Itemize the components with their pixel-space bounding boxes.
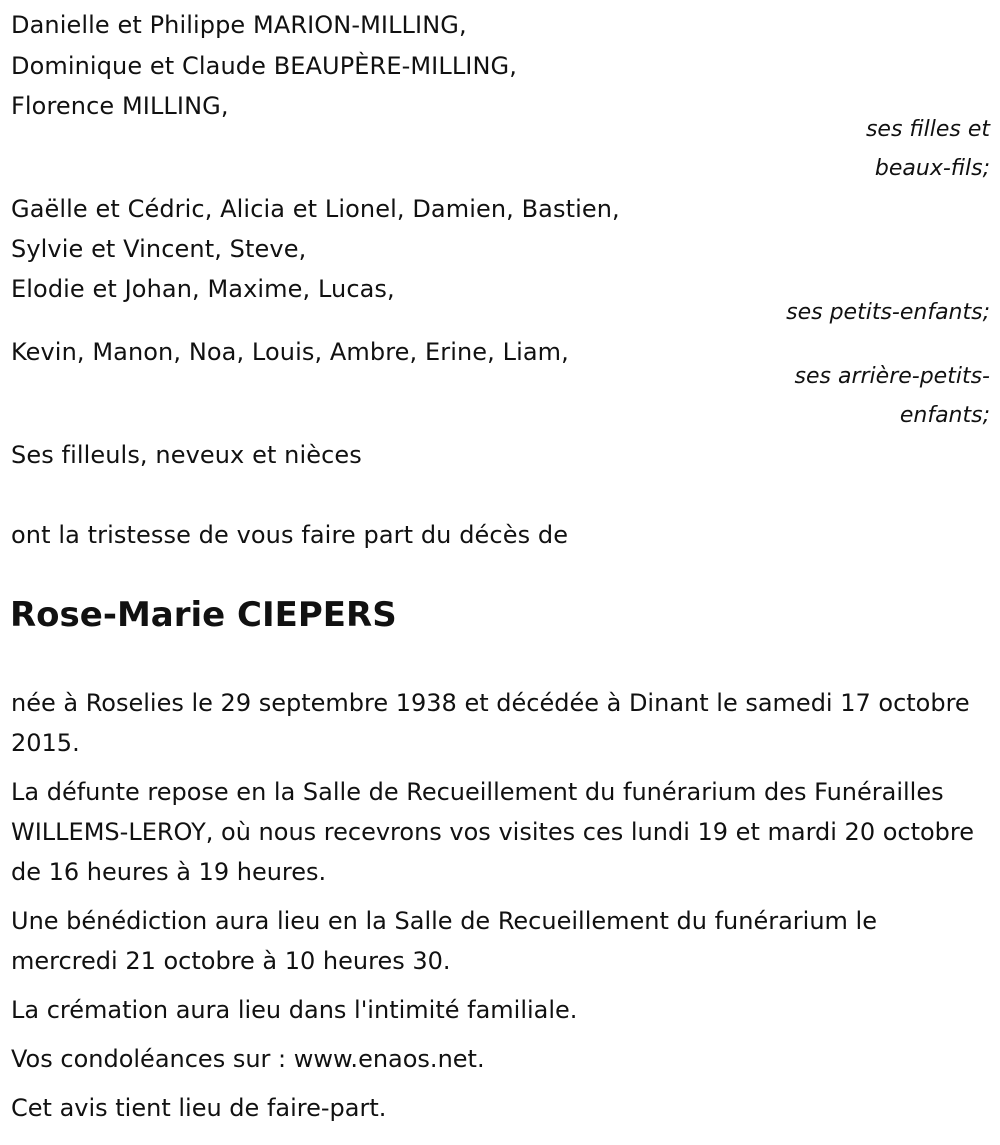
detail-cremation: La crémation aura lieu dans l'intimité familiale.: [11, 996, 578, 1024]
announcement-text: ont la tristesse de vous faire part du décès de: [11, 521, 569, 549]
family-line-others: Ses filleuls, neveux et nièces: [11, 441, 362, 469]
relation-grandchildren: ses petits-enfants;: [786, 300, 990, 325]
family-line-grandchildren-1: Gaëlle et Cédric, Alicia et Lionel, Damien, Bastien,: [11, 195, 620, 223]
detail-condolences: Vos condoléances sur : www.enaos.net.: [11, 1045, 485, 1073]
deceased-name: Rose-Marie CIEPERS: [10, 595, 397, 635]
family-line-daughter-2: Dominique et Claude BEAUPÈRE-MILLING,: [11, 52, 517, 80]
family-line-great-grandchildren: Kevin, Manon, Noa, Louis, Ambre, Erine, Liam,: [11, 338, 569, 366]
family-line-grandchildren-3: Elodie et Johan, Maxime, Lucas,: [11, 275, 395, 303]
relation-great-grandchildren-line-2: enfants;: [899, 403, 990, 428]
relation-daughters-line-1: ses filles et: [865, 117, 990, 142]
detail-notice: Cet avis tient lieu de faire-part.: [11, 1094, 387, 1122]
relation-daughters-line-2: beaux-fils;: [874, 156, 990, 181]
relation-great-grandchildren-line-1: ses arrière-petits-: [794, 364, 990, 389]
family-line-daughter-1: Danielle et Philippe MARION-MILLING,: [11, 11, 467, 39]
detail-birth-death: née à Roselies le 29 septembre 1938 et décédée à Dinant le samedi 17 octobre 2015.: [11, 689, 970, 757]
detail-funerarium: La défunte repose en la Salle de Recueillement du funérarium des Funérailles WILLEMS-LEROY, où nous recevrons vos visites ces lundi 19 et mardi 20 octobre de 16 heures à 19 heures.: [11, 778, 975, 886]
detail-blessing: Une bénédiction aura lieu en la Salle de Recueillement du funérarium le mercredi 21 octobre à 10 heures 30.: [11, 907, 877, 975]
family-line-grandchildren-2: Sylvie et Vincent, Steve,: [11, 235, 307, 263]
family-line-daughter-3: Florence MILLING,: [11, 92, 229, 120]
